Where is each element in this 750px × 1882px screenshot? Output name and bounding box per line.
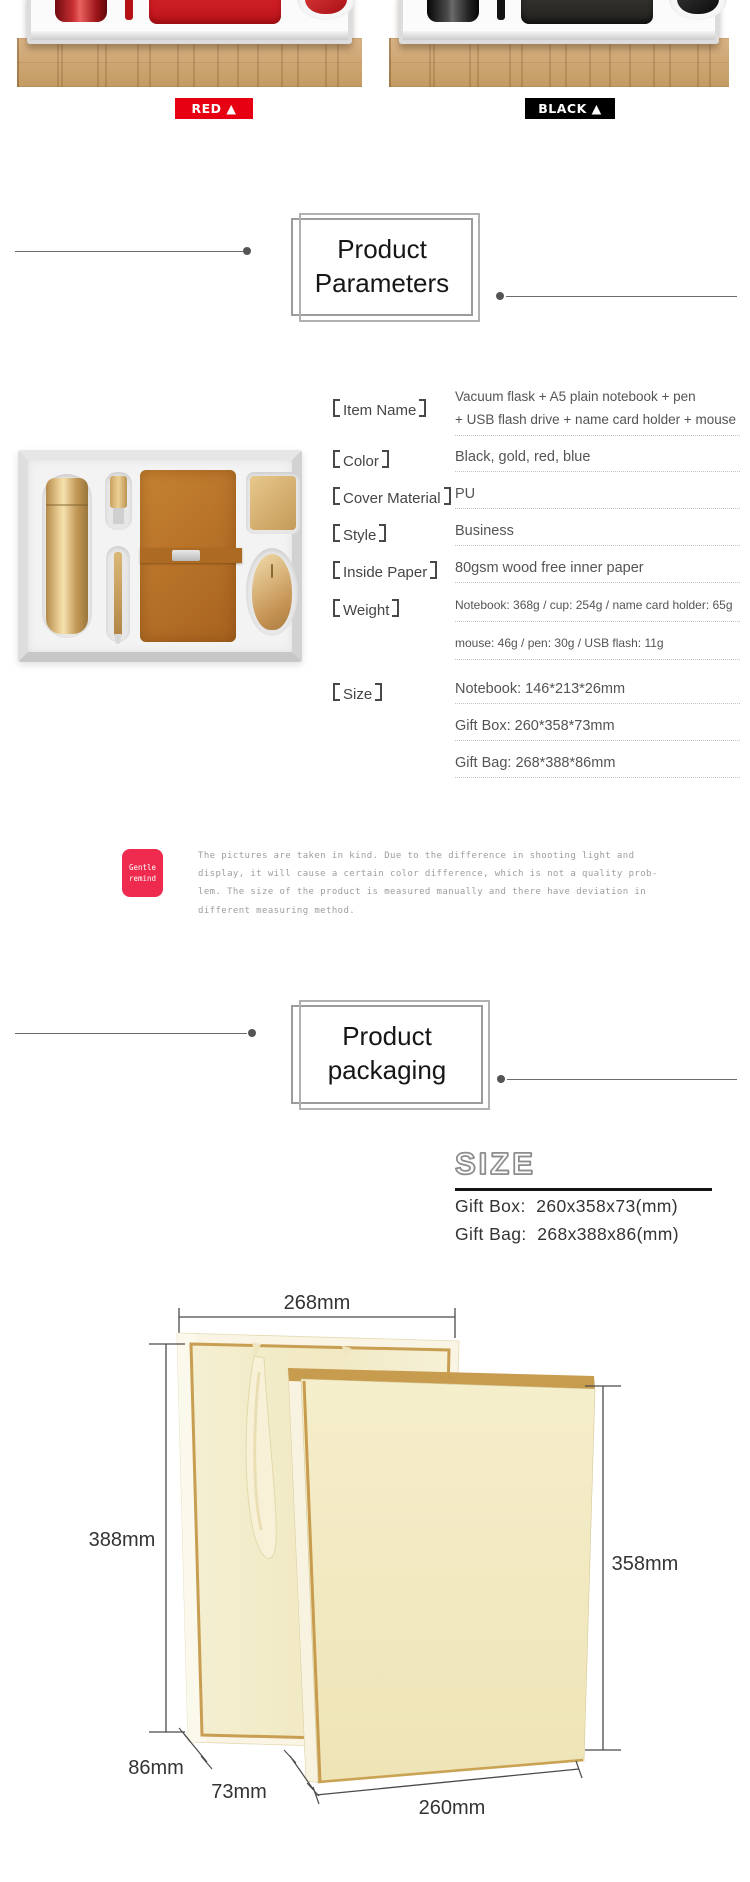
packaging-title-right-dot bbox=[497, 1075, 505, 1083]
title-right-dot bbox=[496, 292, 504, 300]
black-notebook bbox=[521, 0, 653, 24]
title-left-line bbox=[15, 251, 243, 252]
param-label-weight: Weight bbox=[333, 599, 399, 619]
gift-box-face bbox=[301, 1379, 595, 1783]
wood-table-background bbox=[17, 38, 362, 87]
packaging-diagram bbox=[0, 1280, 750, 1860]
gift-box-tray bbox=[399, 0, 719, 44]
bracket-close bbox=[430, 561, 437, 579]
param-value-size-3: Gift Bag: 268*388*86mm bbox=[455, 755, 740, 778]
variant-badge-black[interactable] bbox=[525, 98, 615, 119]
param-value-inside-paper: 80gsm wood free inner paper bbox=[455, 560, 740, 583]
bracket-close bbox=[382, 450, 389, 468]
param-label-style: Style bbox=[333, 524, 386, 544]
bracket-open bbox=[333, 683, 340, 701]
packaging-title-left-line bbox=[15, 1033, 247, 1034]
notebook-buckle bbox=[172, 550, 200, 561]
packaging-title-box bbox=[291, 1005, 483, 1104]
gold-mouse bbox=[252, 554, 292, 630]
size-underline bbox=[455, 1188, 712, 1191]
bracket-open bbox=[333, 599, 340, 617]
gentle-remind-text: The pictures are taken in kind. Due to the difference in shooting light and display, it will cause a certain color difference, which is not a quality prob- lem. The size of the product is measured manually and there have deviation in different measuring method. bbox=[198, 851, 658, 916]
name-card-holder bbox=[250, 476, 296, 530]
black-set-photo bbox=[389, 0, 729, 87]
param-value-weight-2: mouse: 46g / pen: 30g / USB flash: 11g bbox=[455, 636, 740, 660]
dim-tick bbox=[201, 1756, 212, 1769]
packaging-title-line2: packaging bbox=[327, 1055, 447, 1085]
gift-box-frame bbox=[18, 450, 302, 662]
param-label-item-name: Item Name bbox=[333, 399, 426, 419]
brown-notebook bbox=[140, 470, 236, 642]
bracket-open bbox=[333, 487, 340, 505]
gold-pen bbox=[114, 552, 122, 636]
packaging-title-left-dot bbox=[248, 1029, 256, 1037]
param-value-item-name: Vacuum flask + A5 plain notebook + pen + USB flash drive + name card holder + mouse bbox=[455, 385, 740, 436]
gold-flask bbox=[46, 478, 88, 634]
bracket-open bbox=[333, 450, 340, 468]
dim-tick bbox=[284, 1750, 296, 1763]
parameters-title-line1: Product bbox=[337, 234, 427, 264]
param-value-style: Business bbox=[455, 523, 740, 546]
variant-badge-red-label: RED ▲ bbox=[191, 101, 237, 116]
parameters-title-line2: Parameters bbox=[314, 268, 450, 298]
param-value-size-1: Notebook: 146*213*26mm bbox=[455, 681, 740, 704]
param-label-inside-paper: Inside Paper bbox=[333, 561, 437, 581]
red-pen bbox=[125, 0, 133, 20]
packaging-title-right-line bbox=[507, 1079, 737, 1080]
red-notebook bbox=[149, 0, 281, 24]
dim-bag-width-label: 268mm bbox=[283, 1292, 351, 1314]
dim-box-depth-label: 73mm bbox=[211, 1781, 267, 1803]
variant-badge-black-label: BLACK ▲ bbox=[538, 101, 602, 116]
black-pen bbox=[497, 0, 505, 20]
usb-connector bbox=[113, 508, 124, 524]
param-value-size-2: Gift Box: 260*358*73mm bbox=[455, 718, 740, 741]
tray-rim bbox=[403, 31, 715, 40]
bracket-close bbox=[379, 524, 386, 542]
wood-table-background bbox=[389, 38, 729, 87]
param-label-size: Size bbox=[333, 683, 382, 703]
gift-box-tray bbox=[27, 0, 352, 44]
param-label-cover-material: Cover Material bbox=[333, 487, 451, 507]
dim-box-height-label: 358mm bbox=[611, 1553, 679, 1575]
packaging-title-line1: Product bbox=[342, 1021, 432, 1051]
red-set-photo bbox=[17, 0, 362, 87]
parameters-title-box bbox=[291, 218, 473, 316]
size-gift-box-line: Gift Box: 260x358x73(mm) bbox=[455, 1196, 678, 1216]
dim-bag-depth-label: 86mm bbox=[128, 1757, 184, 1779]
black-flask bbox=[427, 0, 479, 22]
tray-rim bbox=[31, 31, 348, 40]
variant-badge-red[interactable] bbox=[175, 98, 253, 119]
dim-bag-height-label: 388mm bbox=[88, 1529, 156, 1551]
gold-set-photo bbox=[18, 450, 302, 662]
bracket-close bbox=[444, 487, 451, 505]
bracket-open bbox=[333, 524, 340, 542]
bracket-open bbox=[333, 399, 340, 417]
bracket-open bbox=[333, 561, 340, 579]
bracket-close bbox=[375, 683, 382, 701]
dim-box-width-label: 260mm bbox=[418, 1797, 486, 1819]
param-value-color: Black, gold, red, blue bbox=[455, 449, 740, 472]
title-right-line bbox=[506, 296, 737, 297]
usb-flash-drive bbox=[110, 476, 127, 508]
param-value-weight-1: Notebook: 368g / cup: 254g / name card holder: 65g bbox=[455, 598, 740, 622]
param-value-cover-material: PU bbox=[455, 486, 740, 509]
red-flask bbox=[55, 0, 107, 22]
bracket-close bbox=[419, 399, 426, 417]
size-heading: SIZE bbox=[455, 1146, 536, 1181]
dim-tick bbox=[307, 1783, 319, 1796]
param-label-color: Color bbox=[333, 450, 389, 470]
title-left-dot bbox=[243, 247, 251, 255]
gentle-remind-badge: Gentle remind bbox=[122, 849, 163, 897]
size-gift-bag-line: Gift Bag: 268x388x86(mm) bbox=[455, 1224, 679, 1244]
bracket-close bbox=[392, 599, 399, 617]
